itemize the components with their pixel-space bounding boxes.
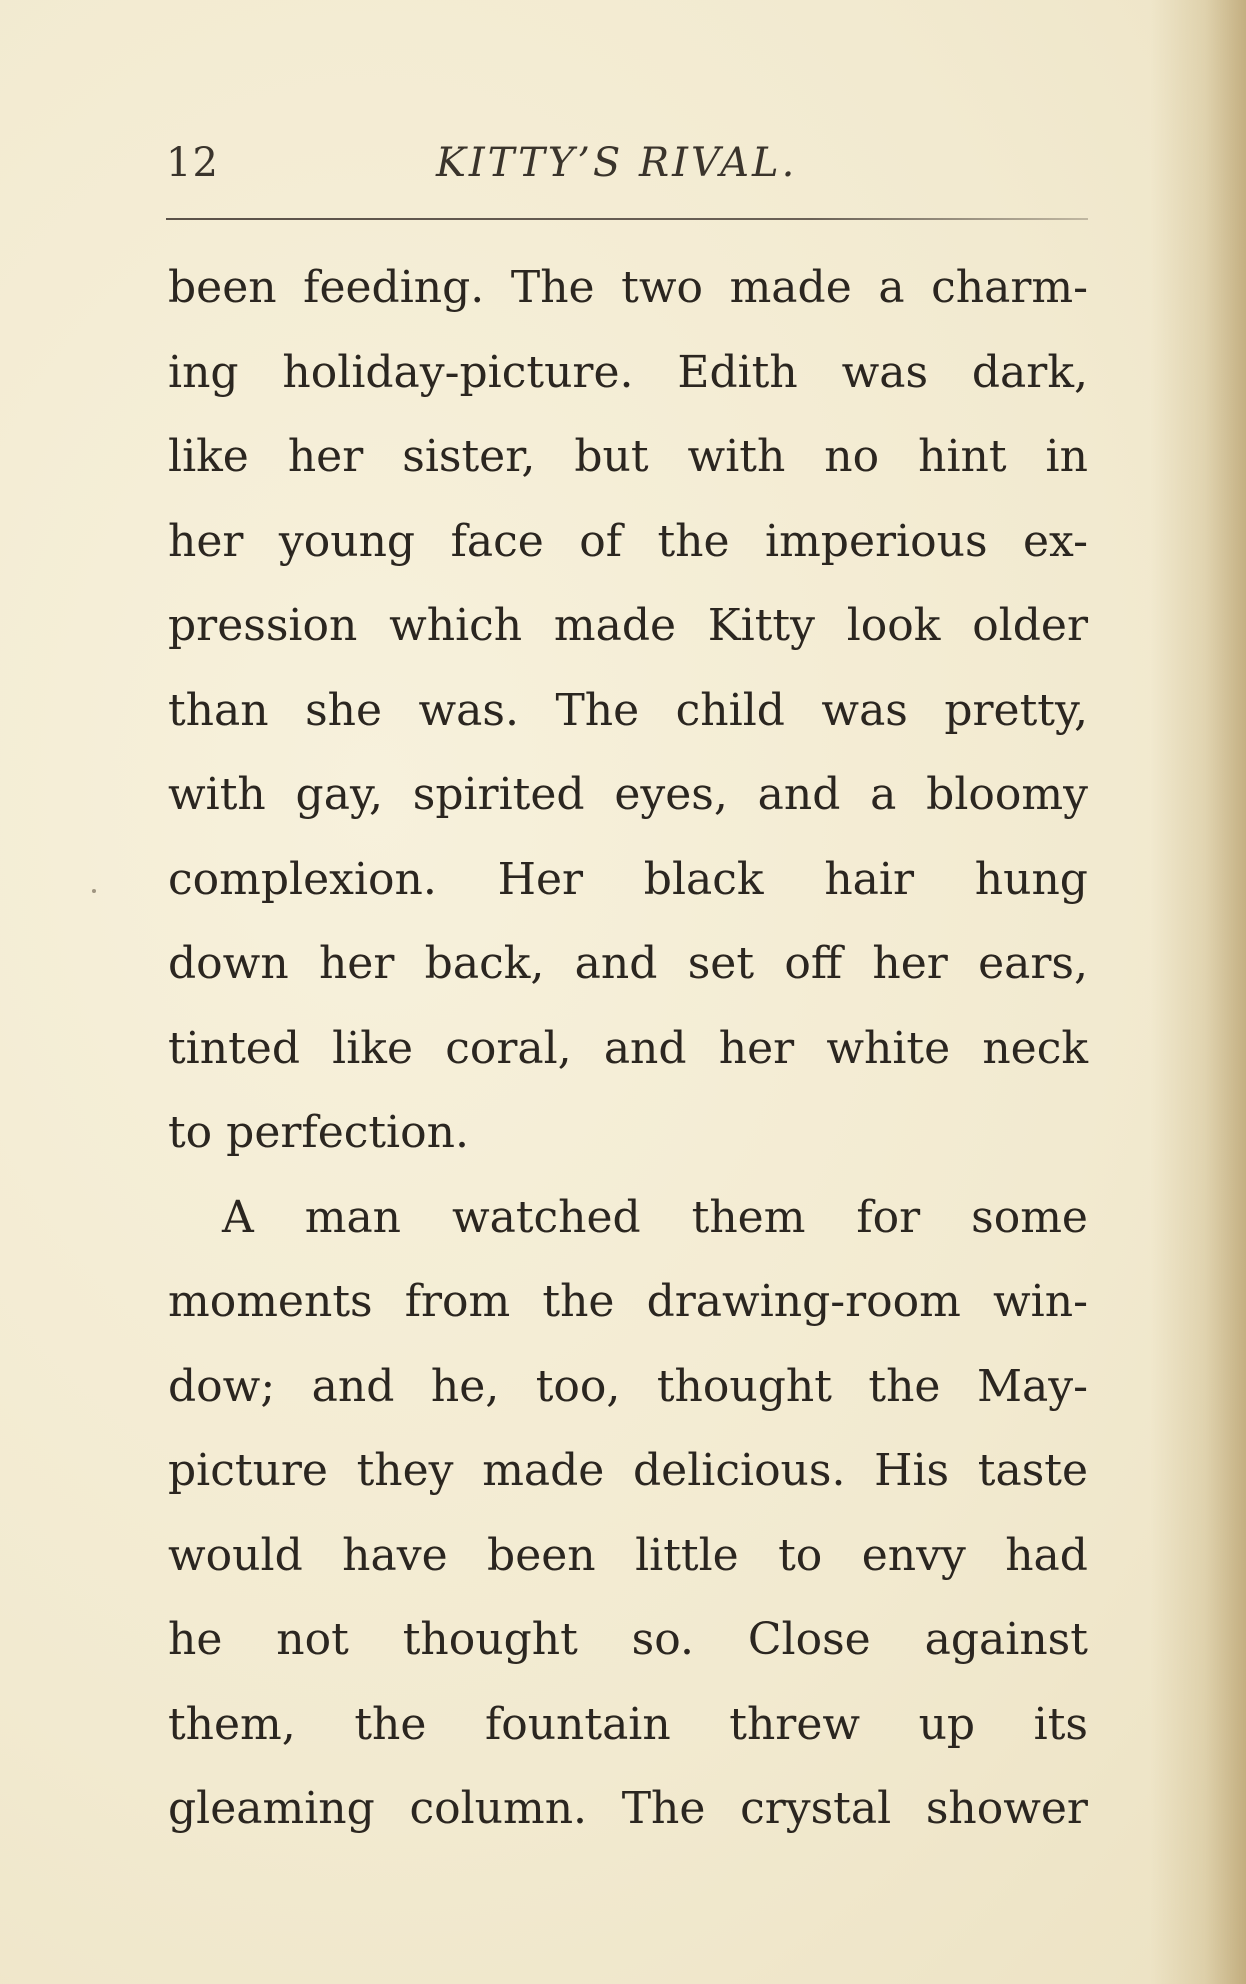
word: made	[553, 600, 677, 651]
word: envy	[861, 1529, 966, 1581]
word: taste	[977, 1445, 1088, 1496]
word: and	[757, 769, 841, 820]
text-line	[168, 331, 1088, 416]
word: her	[318, 938, 395, 989]
word: picture	[168, 1445, 328, 1496]
word: so.	[631, 1614, 694, 1665]
word: them,	[168, 1698, 296, 1750]
word: tinted	[168, 1022, 300, 1074]
word: down	[168, 938, 289, 989]
text-line	[168, 584, 1088, 669]
word: was.	[418, 684, 519, 736]
word: win-	[993, 1276, 1088, 1327]
word: to	[168, 1107, 227, 1158]
word: man	[304, 1191, 402, 1243]
text-line	[168, 1598, 1088, 1683]
word: Close	[747, 1614, 871, 1665]
text-line	[168, 1007, 1088, 1092]
paper-speck	[92, 889, 96, 893]
word: than	[168, 684, 269, 736]
word: she	[305, 684, 383, 736]
text-line	[168, 1176, 1088, 1261]
word: was	[821, 684, 908, 736]
word: the	[354, 1698, 427, 1750]
word: but	[574, 431, 649, 482]
word: shower	[925, 1783, 1088, 1834]
word: child	[675, 684, 785, 736]
word: dow;	[168, 1360, 276, 1412]
word: to	[778, 1529, 823, 1581]
word: The	[555, 684, 640, 736]
word: had	[1005, 1529, 1088, 1581]
body-text	[168, 246, 1088, 1852]
text-line	[168, 1260, 1088, 1345]
word: hung	[974, 853, 1088, 905]
word: the	[868, 1360, 941, 1412]
text-line	[168, 1429, 1088, 1514]
word: not	[276, 1614, 349, 1665]
text-line	[168, 1683, 1088, 1768]
word: its	[1033, 1698, 1088, 1750]
word: like	[168, 431, 249, 482]
word: with	[687, 431, 786, 482]
word: in	[1045, 431, 1088, 482]
word: back,	[424, 938, 545, 989]
word: like	[332, 1022, 414, 1074]
word: coral,	[445, 1022, 572, 1074]
text-line	[168, 1091, 1088, 1176]
text-line	[168, 669, 1088, 754]
word: Kitty	[707, 600, 815, 651]
word: with	[168, 769, 266, 820]
text-line	[168, 1767, 1088, 1852]
word: holiday-picture.	[282, 346, 634, 398]
word: watched	[451, 1191, 641, 1243]
word: threw	[729, 1698, 861, 1750]
word: off	[784, 938, 843, 989]
header-rule	[166, 218, 1088, 220]
word: and	[574, 938, 658, 989]
word: feeding.	[303, 262, 485, 313]
word: bloomy	[926, 769, 1088, 820]
word: he	[168, 1614, 223, 1665]
text-line	[168, 415, 1088, 500]
running-title: KITTY’S RIVAL.	[436, 140, 798, 186]
word: perfection.	[226, 1107, 469, 1158]
word: young	[278, 515, 416, 567]
word: been	[487, 1529, 596, 1581]
text-line	[168, 1345, 1088, 1430]
word: The	[621, 1783, 706, 1834]
word: hair	[824, 853, 915, 905]
word: her	[872, 938, 948, 989]
word: gay,	[295, 769, 383, 820]
word: little	[635, 1529, 739, 1581]
word: gleaming	[168, 1783, 375, 1834]
word: too,	[535, 1360, 621, 1412]
word: complexion.	[168, 853, 437, 905]
word: have	[342, 1529, 448, 1581]
text-line	[168, 500, 1088, 585]
word: a	[878, 262, 905, 313]
word: May-	[976, 1360, 1088, 1412]
word: face	[450, 515, 544, 567]
word: Her	[497, 853, 584, 905]
text-line	[168, 246, 1088, 331]
word: and	[311, 1360, 395, 1412]
text-line	[168, 1514, 1088, 1599]
word: which	[389, 600, 523, 651]
word: older	[972, 600, 1088, 651]
word: black	[643, 853, 764, 905]
word: fountain	[484, 1698, 671, 1750]
word: ex-	[1023, 515, 1088, 567]
word: he,	[430, 1360, 500, 1412]
word: for	[856, 1191, 921, 1243]
word: her	[718, 1022, 795, 1074]
word: made	[482, 1445, 605, 1496]
word: eyes,	[614, 769, 728, 820]
word: column.	[409, 1783, 588, 1834]
word: set	[687, 938, 755, 989]
word: neck	[982, 1022, 1088, 1074]
word: they	[356, 1445, 454, 1496]
word: pretty,	[944, 684, 1088, 736]
page-number: 12	[166, 140, 219, 186]
text-line	[168, 753, 1088, 838]
word: from	[404, 1276, 511, 1327]
word: the	[657, 515, 730, 567]
text-line	[168, 922, 1088, 1007]
word: made	[729, 262, 852, 313]
word: of	[579, 515, 623, 567]
word: against	[924, 1614, 1088, 1665]
word: no	[824, 431, 880, 482]
word: Edith	[677, 346, 798, 398]
word: sister,	[402, 431, 536, 482]
word: drawing-room	[646, 1276, 961, 1327]
word: her	[287, 431, 364, 482]
word: imperious	[765, 515, 988, 567]
word: would	[168, 1529, 303, 1581]
word: was	[841, 346, 929, 398]
word: them	[691, 1191, 806, 1243]
word: spirited	[412, 769, 585, 820]
word: A	[222, 1191, 254, 1243]
word: some	[971, 1191, 1088, 1243]
word: hint	[918, 431, 1007, 482]
word: crystal	[740, 1783, 892, 1834]
word: a	[870, 769, 897, 820]
word: ears,	[978, 938, 1088, 989]
word: moments	[168, 1276, 373, 1327]
word: and	[603, 1022, 687, 1074]
word: charm-	[931, 262, 1088, 313]
word: The	[510, 262, 595, 313]
page-header	[166, 140, 1086, 200]
text-line	[168, 838, 1088, 923]
word: pression	[168, 600, 358, 651]
word: thought	[402, 1614, 578, 1665]
word: ing	[168, 346, 239, 398]
word: His	[874, 1445, 950, 1496]
word: thought	[656, 1360, 832, 1412]
word: dark,	[971, 346, 1088, 398]
word: two	[621, 262, 703, 313]
word: delicious.	[633, 1445, 846, 1496]
word: up	[918, 1698, 976, 1750]
word: her	[168, 515, 244, 567]
word: been	[168, 262, 277, 313]
word: white	[826, 1022, 951, 1074]
word: look	[846, 600, 941, 651]
word: the	[542, 1276, 615, 1327]
